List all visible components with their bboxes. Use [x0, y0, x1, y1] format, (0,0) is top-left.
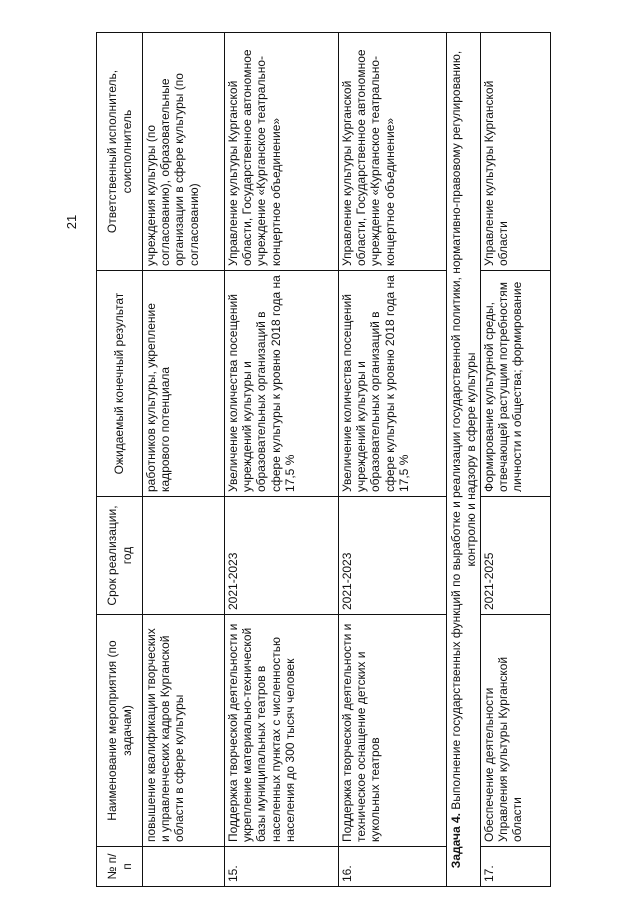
- events-table: [96, 32, 551, 887]
- header-name: Наименование мероприятия (по задачам): [97, 615, 143, 847]
- row-name: Поддержка творческой деятельности и укрепление материально-технической базы муниципальных театров в населенных пунктах с численностью населения до 300 тысяч человек: [225, 615, 339, 847]
- row-term: 2021-2023: [225, 497, 339, 615]
- rotated-page: [96, 33, 525, 887]
- task-4-heading: [447, 33, 481, 887]
- row-result: работников культуры, укрепление кадрового потенциала: [143, 271, 225, 497]
- row-executor: Управление культуры Курганской области, Государственное автономное учреждение «Курганское театрально-концертное объединение»: [225, 33, 339, 271]
- row-name: повышение квалификации творческих и управленческих кадров Курганской области в сфере культуры: [143, 615, 225, 847]
- task-4-text: Выполнение государственных функций по выработке и реализации государственной политики, нормативно-правовому регулированию, контролю и надзору в сфере культуры: [449, 50, 478, 814]
- row-executor: Управление культуры Курганской области: [481, 33, 551, 271]
- row-term: 2021-2023: [339, 497, 447, 615]
- row-name: Обеспечение деятельности Управления культуры Курганской области: [481, 615, 551, 847]
- row-result: Увеличение количества посещений учреждений культуры и образовательных организаций в сфере культуры к уровню 2018 года на 17,5 %: [225, 271, 339, 497]
- page-number: 21: [64, 214, 79, 230]
- row-result: Формирование культурной среды, отвечающей растущим потребностям личности и общества; формирование: [481, 271, 551, 497]
- task-4-label: Задача 4.: [449, 813, 464, 869]
- row-executor: Управление культуры Курганской области, Государственное автономное учреждение «Курганское театрально-концертное объединение»: [339, 33, 447, 271]
- header-num: № п/п: [97, 847, 143, 887]
- table-row: [143, 33, 225, 887]
- row-num: 17.: [481, 847, 551, 887]
- row-num: 15.: [225, 847, 339, 887]
- row-num: [143, 847, 225, 887]
- table-row: [339, 33, 447, 887]
- table-header-row: [97, 33, 143, 887]
- header-executor: Ответственный исполнитель, соисполнитель: [97, 33, 143, 271]
- header-result: Ожидаемый конечный результат: [97, 271, 143, 497]
- row-executor: учреждения культуры (по согласованию), образовательные организации в сфере культуры (по согласованию): [143, 33, 225, 271]
- task-row: [447, 33, 481, 887]
- row-num: 16.: [339, 847, 447, 887]
- row-term: [143, 497, 225, 615]
- header-term: Срок реализации, год: [97, 497, 143, 615]
- row-result: Увеличение количества посещений учреждений культуры и образовательных организаций в сфере культуры к уровню 2018 года на 17,5 %: [339, 271, 447, 497]
- table-row: [481, 33, 551, 887]
- row-name: Поддержка творческой деятельности и техническое оснащение детских и кукольных театров: [339, 615, 447, 847]
- table-row: [225, 33, 339, 887]
- row-term: 2021-2025: [481, 497, 551, 615]
